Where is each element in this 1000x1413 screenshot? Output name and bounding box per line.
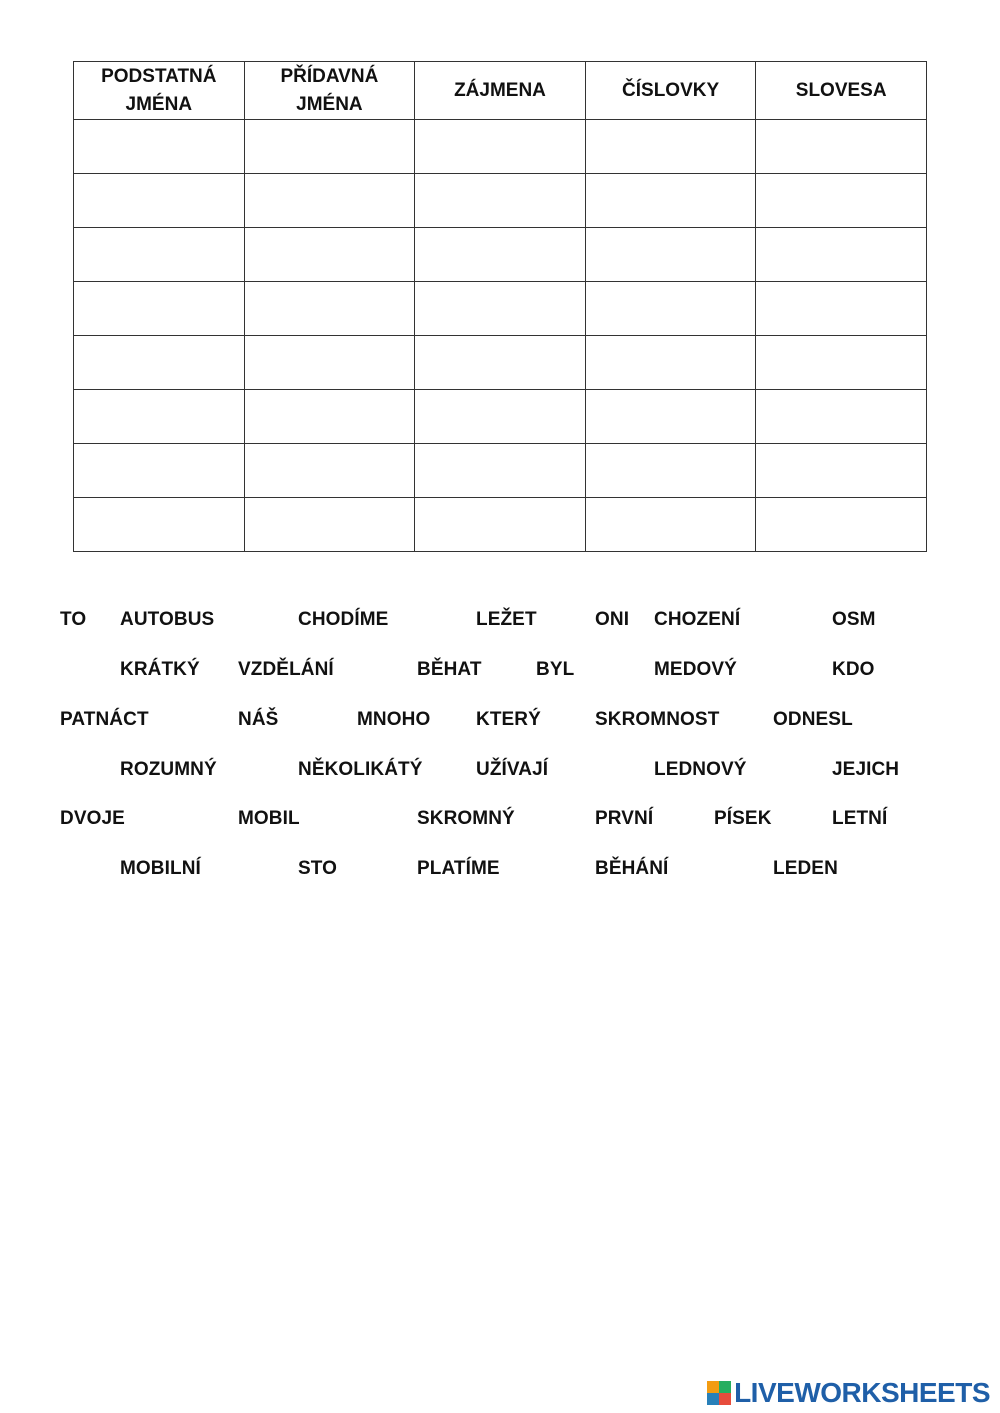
table-header-row [74,62,927,120]
word-chip[interactable]: STO [298,858,338,879]
answer-cell[interactable] [756,444,927,498]
header-adjectives [244,62,415,120]
answer-cell[interactable] [74,498,245,552]
word-chip[interactable]: DVOJE [60,808,125,829]
liveworksheets-brand [707,1378,990,1408]
word-chip[interactable]: UŽÍVAJÍ [476,759,549,780]
answer-cell[interactable] [74,282,245,336]
word-chip[interactable]: CHOZENÍ [654,609,741,630]
answer-cell[interactable] [415,282,586,336]
header-nouns [74,62,245,120]
table-row [74,336,927,390]
header-line: JMÉNA [125,93,193,115]
answer-cell[interactable] [756,228,927,282]
header-line: ČÍSLOVKY [622,79,720,101]
table-row [74,282,927,336]
answer-cell[interactable] [244,336,415,390]
answer-cell[interactable] [585,444,756,498]
answer-cell[interactable] [244,228,415,282]
answer-cell[interactable] [74,444,245,498]
table-row [74,174,927,228]
word-chip[interactable]: VZDĚLÁNÍ [238,659,334,680]
word-chip[interactable]: SKROMNOST [595,709,720,730]
table-row [74,390,927,444]
table-row [74,120,927,174]
word-chip[interactable]: MNOHO [357,709,431,730]
word-chip[interactable]: LEDEN [773,858,838,879]
answer-cell[interactable] [415,444,586,498]
parts-of-speech-table [73,61,927,552]
word-chip[interactable]: SKROMNÝ [417,808,515,829]
answer-cell[interactable] [74,174,245,228]
word-chip[interactable]: KTERÝ [476,709,541,730]
header-line: SLOVESA [795,79,887,101]
table-row [74,498,927,552]
word-chip[interactable]: ODNESL [773,709,853,730]
word-chip[interactable]: BYL [536,659,575,680]
answer-cell[interactable] [244,120,415,174]
word-chip[interactable]: PLATÍME [417,858,500,879]
word-chip[interactable]: PRVNÍ [595,808,654,829]
liveworksheets-logo-icon [707,1381,731,1405]
word-chip[interactable]: JEJICH [832,759,900,780]
answer-cell[interactable] [585,498,756,552]
word-chip[interactable]: LEŽET [476,609,537,630]
word-chip[interactable]: NÁŠ [238,709,279,730]
header-line: JMÉNA [296,93,363,115]
answer-cell[interactable] [415,336,586,390]
answer-cell[interactable] [585,390,756,444]
answer-cell[interactable] [756,390,927,444]
answer-cell[interactable] [585,174,756,228]
answer-cell[interactable] [74,390,245,444]
answer-cell[interactable] [415,390,586,444]
header-pronouns [415,62,586,120]
word-chip[interactable]: PATNÁCT [60,709,149,730]
answer-cell[interactable] [585,282,756,336]
word-chip[interactable]: KRÁTKÝ [120,659,200,680]
answer-cell[interactable] [74,120,245,174]
answer-cell[interactable] [585,228,756,282]
answer-cell[interactable] [756,120,927,174]
word-chip[interactable]: NĚKOLIKÁTÝ [298,759,423,780]
word-chip[interactable]: MOBIL [238,808,300,829]
word-chip[interactable]: BĚHÁNÍ [595,858,669,879]
answer-cell[interactable] [244,282,415,336]
table-row [74,228,927,282]
answer-cell[interactable] [415,174,586,228]
answer-cell[interactable] [415,120,586,174]
word-chip[interactable]: OSM [832,609,876,630]
answer-cell[interactable] [585,120,756,174]
answer-cell[interactable] [244,174,415,228]
answer-cell[interactable] [756,282,927,336]
answer-cell[interactable] [756,336,927,390]
word-chip[interactable]: LEDNOVÝ [654,759,747,780]
answer-cell[interactable] [74,336,245,390]
answer-cell[interactable] [244,498,415,552]
header-numerals [585,62,756,120]
header-verbs [756,62,927,120]
answer-cell[interactable] [756,174,927,228]
answer-cell[interactable] [585,336,756,390]
answer-cell[interactable] [415,498,586,552]
word-chip[interactable]: CHODÍME [298,609,389,630]
word-chip[interactable]: ROZUMNÝ [120,759,217,780]
answer-cell[interactable] [756,498,927,552]
word-chip[interactable]: ONI [595,609,630,630]
word-chip[interactable]: KDO [832,659,875,680]
brand-text: LIVEWORKSHEETS [734,1377,990,1408]
word-chip[interactable]: MEDOVÝ [654,659,737,680]
word-chip[interactable]: MOBILNÍ [120,858,201,879]
answer-cell[interactable] [415,228,586,282]
word-chip[interactable]: AUTOBUS [120,609,215,630]
answer-cell[interactable] [74,228,245,282]
header-line: PŘÍDAVNÁ [280,65,379,87]
answer-cell[interactable] [244,390,415,444]
word-chip[interactable]: TO [60,609,87,630]
word-chip[interactable]: BĚHAT [417,659,482,680]
header-line: ZÁJMENA [454,79,546,101]
word-chip[interactable]: LETNÍ [832,808,888,829]
header-line: PODSTATNÁ [101,65,217,87]
table-row [74,444,927,498]
answer-cell[interactable] [244,444,415,498]
word-chip[interactable]: PÍSEK [714,808,772,829]
